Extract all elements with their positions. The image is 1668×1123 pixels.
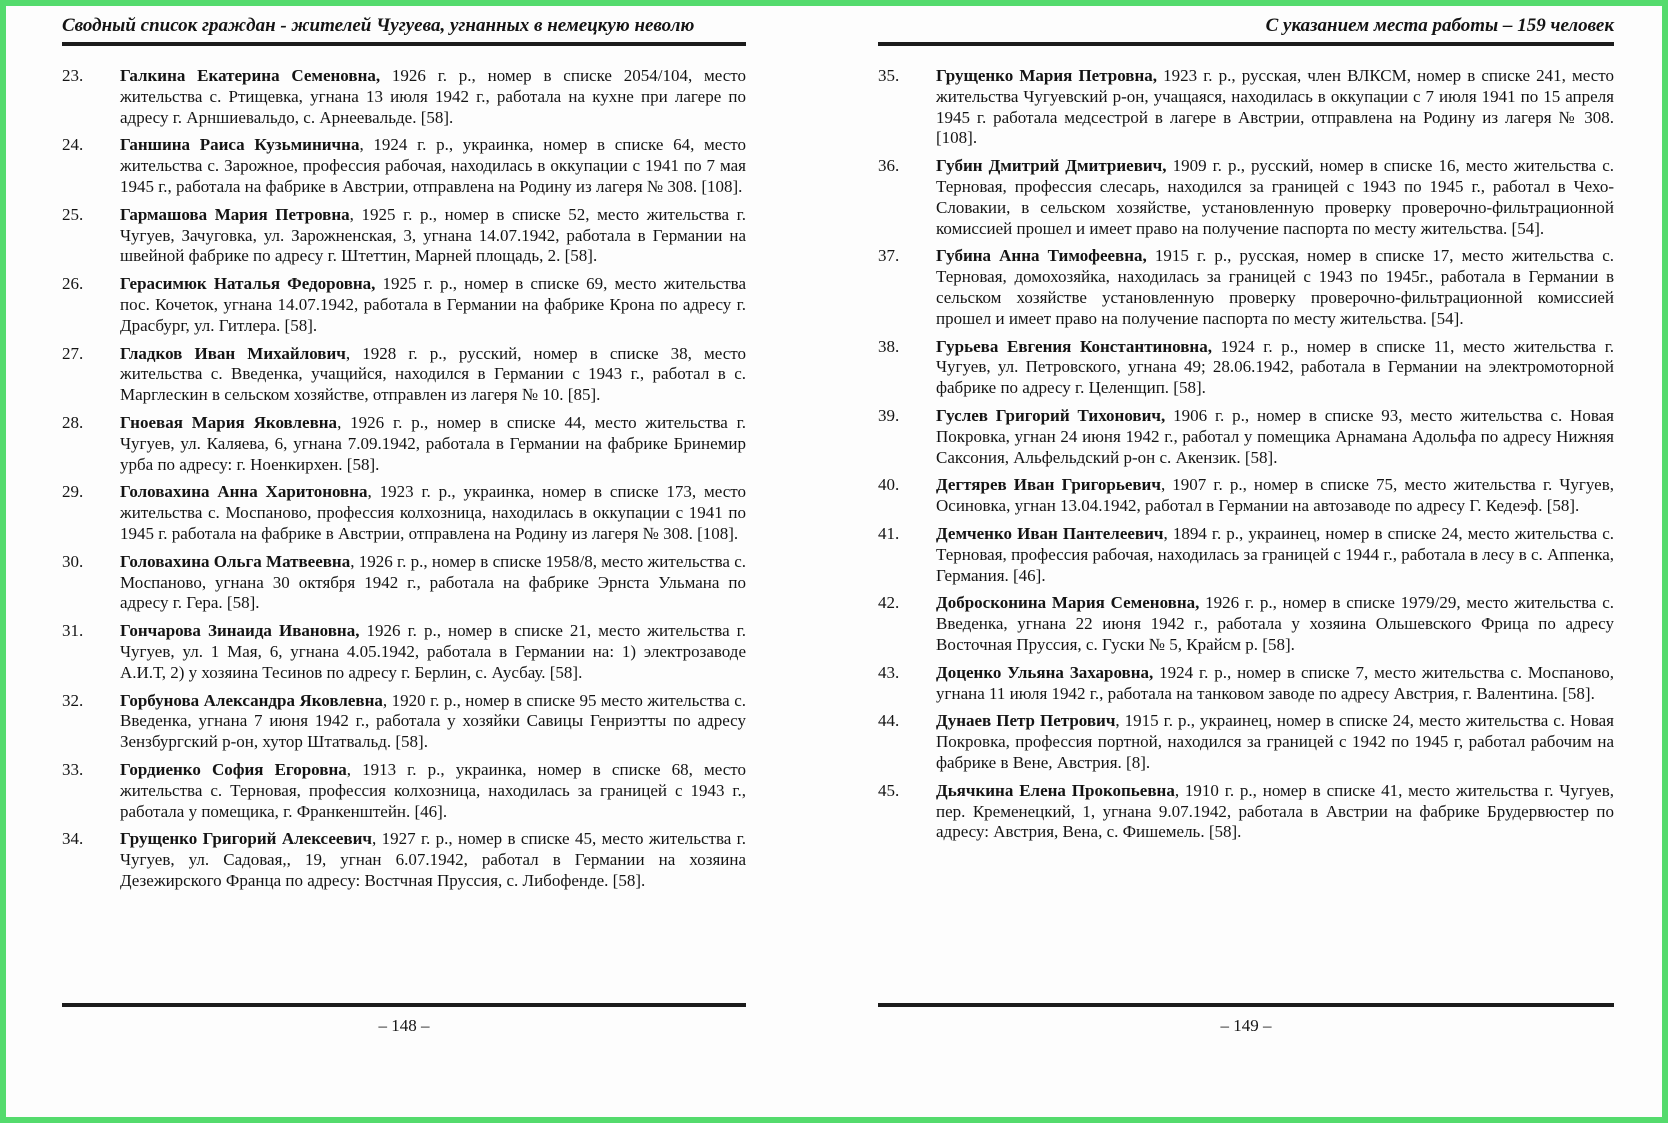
entry-number: 26. bbox=[62, 274, 84, 294]
entries-list bbox=[62, 66, 746, 892]
entry-details: , 1928 г. р., русский, номер в списке 38, место жительства с. Введенка, учащийся, находился в Германии с 1943 г., работал в с. Марглескин в сельском хозяйстве, отправлен из лагеря № 10. [85]. bbox=[120, 343, 746, 405]
entry-text bbox=[936, 337, 1614, 399]
entry-details: 1909 г. р., русский, номер в списке 16, место жительства с. Терновая, профессия слесарь, находился за границей с 1943 по 1945 г., работал в Чехо-Словакии, в сельском хозяйстве, установленную проверку проверочно-фильтрационной комиссией прошел и имеет право на получение паспорта по месту жительства. [54]. bbox=[936, 156, 1614, 238]
list-entry bbox=[62, 829, 746, 891]
list-entry bbox=[62, 205, 746, 267]
list-entry bbox=[62, 66, 746, 128]
entry-person-name: Ганшина Раиса Кузьминична bbox=[120, 135, 360, 155]
entry-number: 37. bbox=[878, 246, 900, 266]
entry-details: , 1924 г. р., украинка, номер в списке 64, место жительства с. Зарожное, профессия рабочая, находилась в оккупации с 1941 по 7 мая 1945 г., работала на фабрике в Австрии, отправлена на Родину из лагеря № 308. [108]. bbox=[120, 135, 747, 196]
entry-details: 1925 г. р., номер в списке 69, место жительства пос. Кочеток, угнана 14.07.1942, работала в Германии на фабрике Крона по адресу г. Драсбург, ул. Гитлера. [58]. bbox=[120, 274, 746, 335]
entry-number: 31. bbox=[62, 621, 84, 641]
list-entry bbox=[878, 781, 1614, 843]
entry-details: , 1910 г. р., номер в списке 41, место жительства г. Чугуев, пер. Кременецкий, 1, угнана 9.07.1942, работала в Австрии на фабрике Брудервюстер по адресу: Австрия, Вена, с. Фишемель. [58]. bbox=[936, 780, 1614, 842]
entry-person-name: Гордиенко София Егоровна bbox=[120, 759, 347, 779]
header-rule bbox=[878, 42, 1614, 46]
entry-number: 30. bbox=[62, 551, 84, 571]
entry-details: , 1913 г. р., украинка, номер в списке 68, место жительства с. Терновая, профессия колхозница, находилась за границей с 1943 г., работала у помещика, г. Франкенштейн. [46]. bbox=[120, 759, 746, 821]
entry-number: 40. bbox=[878, 475, 900, 495]
entry-details: , 1915 г. р., украинец, номер в списке 24, место жительства с. Новая Покровка, профессия портной, находился за границей с 1942 по 1945 г, работал рабочим на фабрике в Вене, Австрия. [8]. bbox=[936, 711, 1614, 772]
entry-text bbox=[120, 344, 746, 406]
entry-details: 1906 г. р., номер в списке 93, место жительства с. Новая Покровка, угнан 24 июня 1942 г., работал у помещика Арнамана Адольфа по адресу Нижняя Саксония, Альфельдский р-он с. Акензик. [58]. bbox=[936, 405, 1615, 467]
entry-details: , 1923 г. р., украинка, номер в списке 173, место жительства с. Моспаново, профессия колхозница, находилась в оккупации с 1941 по 1945 г. работала на фабрике в Австрии, отправлена на Родину из лагеря № 308. [108]. bbox=[120, 482, 746, 543]
entry-person-name: Дунаев Петр Петрович bbox=[936, 711, 1116, 731]
entry-person-name: Галкина Екатерина Семеновна, bbox=[120, 66, 381, 85]
entry-number: 45. bbox=[878, 780, 900, 800]
entry-text bbox=[120, 552, 746, 614]
entry-person-name: Горбунова Александра Яковлевна bbox=[120, 690, 383, 710]
entry-text bbox=[120, 829, 746, 891]
entry-number: 41. bbox=[878, 523, 900, 543]
entry-person-name: Головахина Ольга Матвеевна bbox=[120, 551, 351, 571]
entry-number: 33. bbox=[62, 759, 84, 779]
entry-details: , 1927 г. р., номер в списке 45, место жительства г. Чугуев, ул. Садовая,, 19, угнан 6.07.1942, работал в Германии на хозяина Дезежирского Франца по адресу: Востчная Пруссия, с. Либофенде. [58]. bbox=[120, 829, 746, 890]
entry-number: 35. bbox=[878, 66, 900, 85]
entry-text bbox=[936, 475, 1614, 517]
entry-person-name: Губина Анна Тимофеевна, bbox=[936, 246, 1147, 266]
entry-person-name: Головахина Анна Харитоновна bbox=[120, 482, 368, 502]
entry-person-name: Герасимюк Наталья Федоровна, bbox=[120, 274, 376, 294]
entry-number: 23. bbox=[62, 66, 84, 85]
entry-number: 25. bbox=[62, 204, 84, 224]
entry-text bbox=[936, 156, 1614, 239]
entry-details: 1926 г. р., номер в списке 2054/104, место жительства с. Ртищевка, угнана 13 июля 1942 г., работала на кухне при лагере по адресу г. Арншиевальдо, с. Арнеевальде. [58]. bbox=[120, 66, 747, 127]
list-entry bbox=[62, 552, 746, 614]
entry-number: 42. bbox=[878, 593, 900, 613]
entry-details: , 1926 г. р., номер в списке 1958/8, место жительства с. Моспаново, угнана 30 октября 1942 г., работала на фабрике Эрнста Ульмана по адресу г. Гера. [58]. bbox=[120, 551, 747, 613]
entry-text bbox=[120, 413, 746, 475]
list-entry bbox=[62, 482, 746, 544]
entry-text bbox=[936, 663, 1614, 705]
entry-number: 24. bbox=[62, 135, 84, 155]
entry-person-name: Грущенко Мария Петровна, bbox=[936, 66, 1158, 85]
entry-text bbox=[936, 781, 1614, 843]
page-header-title: С указанием места работы – 159 человек bbox=[1265, 15, 1614, 36]
entry-details: , 1926 г. р., номер в списке 44, место жительства г. Чугуев, ул. Каляева, 6, угнана 7.09.1942, работала в Германии на фабрике Бринемир урба по адресу: г. Ноенкирхен. [58]. bbox=[120, 412, 746, 474]
page-header-title: Сводный список граждан - жителей Чугуева, угнанных в немецкую неволю bbox=[62, 15, 695, 36]
entry-number: 32. bbox=[62, 690, 84, 710]
entry-text bbox=[120, 135, 746, 197]
entry-person-name: Добросконина Мария Семеновна, bbox=[936, 593, 1200, 613]
page-number: – 148 – bbox=[378, 1016, 430, 1035]
entry-text bbox=[120, 66, 746, 128]
page-footer bbox=[878, 1003, 1614, 1036]
list-entry bbox=[62, 413, 746, 475]
footer-rule bbox=[878, 1003, 1614, 1007]
entry-person-name: Губин Дмитрий Дмитриевич, bbox=[936, 156, 1167, 176]
entry-number: 39. bbox=[878, 405, 900, 425]
page-number: – 149 – bbox=[1220, 1016, 1272, 1035]
list-entry bbox=[878, 337, 1614, 399]
list-entry bbox=[878, 246, 1614, 329]
entry-text bbox=[120, 274, 746, 336]
header-rule bbox=[62, 42, 746, 46]
list-entry bbox=[878, 593, 1614, 655]
entry-number: 38. bbox=[878, 336, 900, 356]
entry-number: 43. bbox=[878, 662, 900, 682]
entry-person-name: Гончарова Зинаида Ивановна, bbox=[120, 621, 360, 641]
entry-number: 29. bbox=[62, 482, 84, 502]
page-148 bbox=[62, 12, 746, 1107]
entry-person-name: Гладков Иван Михайлович bbox=[120, 343, 346, 363]
entry-person-name: Гармашова Мария Петровна bbox=[120, 204, 350, 224]
entry-text bbox=[936, 524, 1614, 586]
entry-text bbox=[120, 205, 746, 267]
entry-details: 1926 г. р., номер в списке 21, место жительства г. Чугуев, ул. 1 Мая, 6, угнана 4.05.1942, работала в Германии на: 1) электрозаводе А.И.Т, 2) у хозяина Тесинов по адресу г. Берлин, с. Аусбау. [58]. bbox=[120, 621, 746, 682]
entry-person-name: Грущенко Григорий Алексеевич bbox=[120, 829, 372, 849]
list-entry bbox=[62, 621, 746, 683]
page-footer bbox=[62, 1003, 746, 1036]
entry-text bbox=[120, 760, 746, 822]
entry-person-name: Гноевая Мария Яковлевна bbox=[120, 412, 338, 432]
footer-rule bbox=[62, 1003, 746, 1007]
entry-text bbox=[120, 621, 746, 683]
entry-text bbox=[120, 691, 746, 753]
entries-list bbox=[878, 66, 1614, 843]
entry-number: 44. bbox=[878, 711, 900, 731]
entry-text bbox=[936, 593, 1614, 655]
list-entry bbox=[878, 406, 1614, 468]
entry-person-name: Доценко Ульяна Захаровна, bbox=[936, 662, 1154, 682]
list-entry bbox=[878, 66, 1614, 149]
entry-details: 1924 г. р., номер в списке 7, место жительства с. Моспаново, угнана 11 июля 1942 г., работала на танковом заводе по адресу Австрия, г. Валентина. [58]. bbox=[936, 662, 1614, 703]
list-entry bbox=[62, 274, 746, 336]
entry-person-name: Гурьева Евгения Константиновна, bbox=[936, 336, 1212, 356]
list-entry bbox=[878, 663, 1614, 705]
entry-details: , 1894 г. р., украинец, номер в списке 24, место жительства с. Терновая, профессия рабочая, находилась за границей с 1944 г., работала в лесу в с. Аппенка, Германия. [46]. bbox=[936, 523, 1614, 585]
entry-text bbox=[936, 406, 1614, 468]
list-entry bbox=[62, 135, 746, 197]
entry-text bbox=[120, 482, 746, 544]
entry-number: 27. bbox=[62, 343, 84, 363]
list-entry bbox=[62, 691, 746, 753]
entry-text bbox=[936, 66, 1614, 149]
entry-details: , 1907 г. р., номер в списке 75, место жительства г. Чугуев, Осиновка, угнан 13.04.1942, работал в Германии на автозаводе по адресу Г. Кедеэф. [58]. bbox=[936, 475, 1614, 516]
entry-person-name: Дегтярев Иван Григорьевич bbox=[936, 475, 1161, 495]
list-entry bbox=[878, 475, 1614, 517]
entry-details: 1924 г. р., номер в списке 11, место жительства г. Чугуев, ул. Петровского, угнана 49; 28.06.1942, работала в Германии на электромоторной фабрике по адресу г. Целенщип. [58]. bbox=[936, 336, 1615, 398]
entry-number: 34. bbox=[62, 829, 84, 849]
entry-details: , 1925 г. р., номер в списке 52, место жительства г. Чугуев, Зачуговка, ул. Зарожненская, 3, угнана 14.07.1942, работала в Германии на швейной фабрике по адресу г. Штеттин, Марней площадь, 2. [58]. bbox=[120, 204, 746, 266]
entry-number: 28. bbox=[62, 412, 84, 432]
entry-details: 1923 г. р., русская, член ВЛКСМ, номер в списке 241, место жительства Чугуевский р-он, учащаяся, находилась в оккупации с 7 июля 1941 по 15 апреля 1945 г. работала медсестрой в лагере в Австрии, отправлена на Родину из лагеря № 308. [108]. bbox=[936, 66, 1614, 148]
entry-text bbox=[936, 246, 1614, 329]
entry-details: 1915 г. р., русская, номер в списке 17, место жительства с. Терновая, домохозяйка, находилась за границей с 1943 по 1945г., работала в Германии в сельском хозяйстве установленную проверку проверочно-фильтрационной комиссией прошел и имеет право на получение паспорта по месту жительства. [54]. bbox=[936, 246, 1614, 328]
page-149 bbox=[878, 12, 1614, 1107]
list-entry bbox=[62, 344, 746, 406]
entry-person-name: Дьячкина Елена Прокопьевна bbox=[936, 780, 1175, 800]
entry-details: , 1920 г. р., номер в списке 95 место жительства с. Введенка, угнана 7 июня 1942 г., работала у хозяйки Савицы Генриэтты по адресу Зензбургский р-он, хутор Штатвальд. [58]. bbox=[120, 690, 746, 752]
list-entry bbox=[878, 711, 1614, 773]
list-entry bbox=[878, 156, 1614, 239]
entry-person-name: Гуслев Григорий Тихонович, bbox=[936, 405, 1166, 425]
list-entry bbox=[62, 760, 746, 822]
entry-details: 1926 г. р., номер в списке 1979/29, место жительства с. Введенка, угнана 22 июня 1942 г., работала у хозяина Ольшевского Фрица по адресу Восточная Пруссия, с. Гуски № 5, Крайсм р. [58]. bbox=[936, 593, 1614, 654]
entry-number: 36. bbox=[878, 156, 900, 176]
list-entry bbox=[878, 524, 1614, 586]
entry-person-name: Демченко Иван Пантелеевич bbox=[936, 523, 1164, 543]
entry-text bbox=[936, 711, 1614, 773]
